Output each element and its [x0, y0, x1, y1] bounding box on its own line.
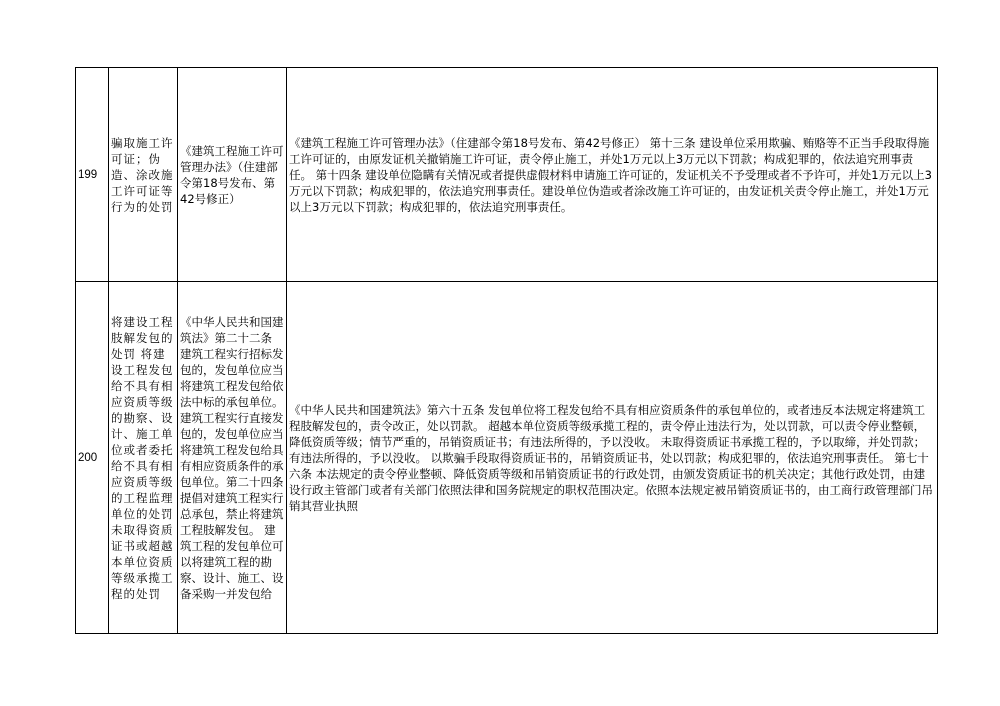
row-number: 199	[76, 68, 109, 282]
legal-basis: 《中华人民共和国建筑法》第二十二条 建筑工程实行招标发包的，发包单位应当将建筑工程发包给依法中标的承包单位。建筑工程实行直接发包的，发包单位应当将建筑工程发包给具有相应资质条件的承包单位。第二十四条 提倡对建筑工程实行总承包，禁止将建筑工程肢解发包。 建筑工程的发包单位可以将建筑工程的勘察、设计、施工、设备采购一并发包给	[178, 282, 287, 634]
penalty-table	[75, 67, 938, 634]
row-number: 200	[76, 282, 109, 634]
table-row	[76, 282, 938, 634]
penalty-content: 《中华人民共和国建筑法》第六十五条 发包单位将工程发包给不具有相应资质条件的承包单位的，或者违反本法规定将建筑工程肢解发包的，责令改正，处以罚款。 超越本单位资质等级承揽工程的，责令停止违法行为，处以罚款，可以责令停业整顿，降低资质等级；情节严重的，吊销资质证书；有违法所得的，予以没收。 未取得资质证书承揽工程的，予以取缔，并处罚款；有违法所得的，予以没收。 以欺骗手段取得资质证书的，吊销资质证书，处以罚款；构成犯罪的，依法追究刑事责任。 第七十六条 本法规定的责令停业整顿、降低资质等级和吊销资质证书的行政处罚，由颁发资质证书的机关决定；其他行政处罚，由建设行政主管部门或者有关部门依照法律和国务院规定的职权范围决定。依照本法规定被吊销资质证书的，由工商行政管理部门吊销其营业执照	[287, 282, 938, 634]
item-name: 将建设工程肢解发包的处罚 将建设工程发包给不具有相应资质等级的勘察、设计、施工单位或者委托给不具有相应资质等级的工程监理单位的处罚 未取得资质证书或超越本单位资质等级承揽工程的处罚	[109, 282, 178, 634]
legal-basis: 《建筑工程施工许可管理办法》（住建部令第18号发布、第42号修正）	[178, 68, 287, 282]
table-row	[76, 68, 938, 282]
penalty-content: 《建筑工程施工许可管理办法》（住建部令第18号发布、第42号修正） 第十三条 建设单位采用欺骗、贿赂等不正当手段取得施工许可证的，由原发证机关撤销施工许可证，责令停止施工，并处1万元以上3万元以下罚款；构成犯罪的，依法追究刑事责任。 第十四条 建设单位隐瞒有关情况或者提供虚假材料申请施工许可证的，发证机关不予受理或者不予许可，并处1万元以上3万元以下罚款；构成犯罪的，依法追究刑事责任。建设单位伪造或者涂改施工许可证的，由发证机关责令停止施工，并处1万元以上3万元以下罚款；构成犯罪的，依法追究刑事责任。	[287, 68, 938, 282]
item-name: 骗取施工许可证；伪造、涂改施工许可证等行为的处罚	[109, 68, 178, 282]
